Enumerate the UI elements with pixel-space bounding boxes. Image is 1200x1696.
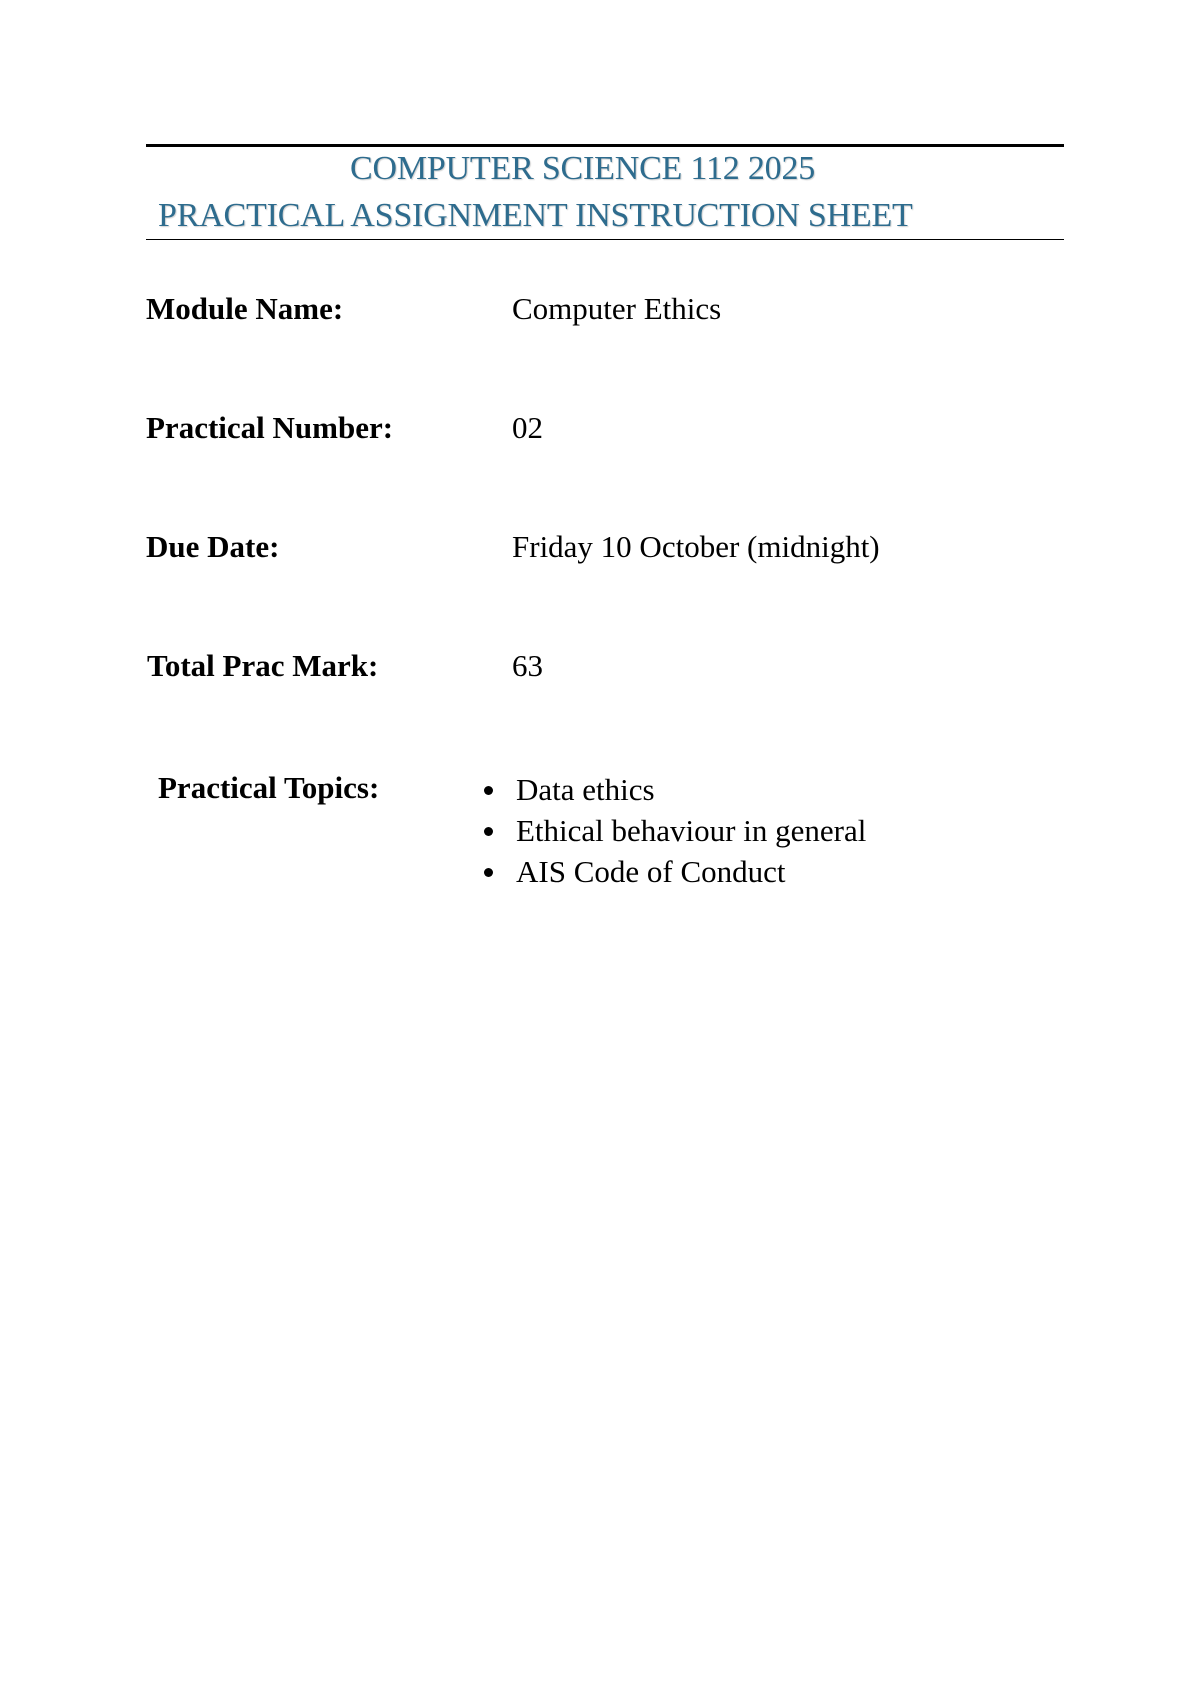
list-item — [478, 769, 866, 810]
module-name-value: Computer Ethics — [512, 291, 722, 326]
bullet-icon — [484, 827, 493, 836]
header-bottom-rule — [146, 239, 1064, 240]
due-date-label: Due Date: — [146, 529, 280, 564]
header-top-rule — [146, 144, 1064, 147]
topic-text: Ethical behaviour in general — [516, 813, 867, 848]
list-item — [478, 810, 866, 851]
total-prac-mark-label: Total Prac Mark: — [147, 648, 379, 683]
bullet-icon — [484, 868, 493, 877]
document-title-sheet: PRACTICAL ASSIGNMENT INSTRUCTION SHEET — [158, 197, 913, 234]
practical-number-label: Practical Number: — [146, 410, 394, 445]
module-name-label: Module Name: — [146, 291, 344, 326]
due-date-value: Friday 10 October (midnight) — [512, 529, 880, 564]
bullet-icon — [484, 786, 493, 795]
topic-text: Data ethics — [516, 772, 655, 807]
practical-topics-list — [478, 769, 866, 892]
topic-text: AIS Code of Conduct — [516, 854, 786, 889]
list-item — [478, 851, 866, 892]
practical-topics-label: Practical Topics: — [158, 770, 380, 805]
practical-number-value: 02 — [512, 410, 543, 445]
document-title-course: COMPUTER SCIENCE 112 2025 — [350, 150, 816, 187]
total-prac-mark-value: 63 — [512, 648, 543, 683]
